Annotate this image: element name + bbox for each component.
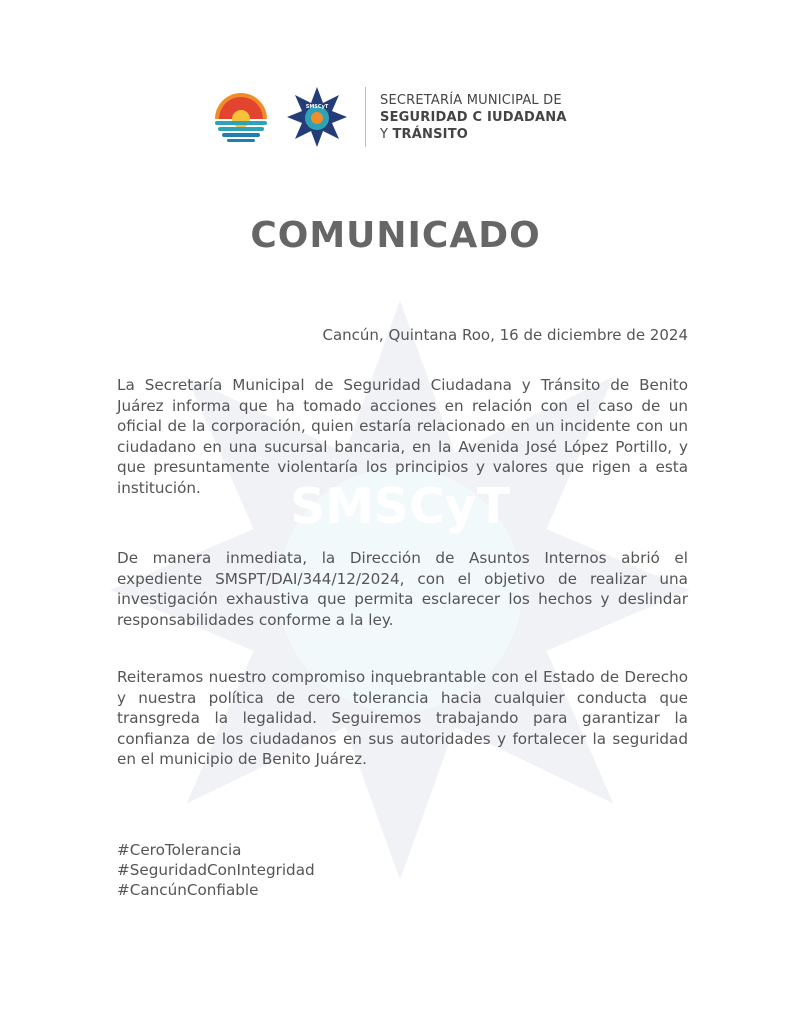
paragraph-3: Reiteramos nuestro compromiso inquebrantable con el Estado de Derecho y nuestra política de cero tolerancia hacia cualquier conducta que transgreda la legalidad. Seguiremos trabajando para garantizar la confianza de los ciudadanos en sus autoridades y fortalecer la seguridad en el municipio de Benito Juárez. [117, 668, 688, 768]
letterhead [209, 84, 567, 150]
org-line-1: SECRETARÍA MUNICIPAL DE [380, 92, 562, 108]
header-divider [365, 87, 366, 147]
police-badge-icon [285, 85, 349, 149]
date-line: Cancún, Quintana Roo, 16 de diciembre de 2024 [322, 326, 688, 344]
hashtag: #SeguridadConIntegridad [117, 861, 315, 879]
hashtag: #CeroTolerancia [117, 841, 242, 859]
watermark-text: SMSCyT [290, 477, 510, 535]
hashtag: #CancúnConfiable [117, 881, 259, 899]
document-title: COMUNICADO [250, 215, 541, 256]
org-line-2: SEGURIDAD C IUDADANA [380, 109, 567, 125]
cancun-logo-icon [209, 85, 273, 149]
hashtag-list [117, 840, 315, 900]
paragraph-1: La Secretaría Municipal de Seguridad Ciudadana y Tránsito de Benito Juárez informa que ha tomado acciones en relación con el caso de un oficial de la corporación, quien estaría relacionado en un incidente con un ciudadano en una sucursal bancaria, en la Avenida José López Portillo, y que presuntamente violentaría los principios y valores que rigen a esta institución. [117, 376, 688, 497]
org-line-3-bold: TRÁNSITO [392, 126, 469, 142]
org-line-3-prefix: Y [380, 126, 393, 142]
badge-text: SMSCyT [305, 104, 329, 110]
paragraph-2: De manera inmediata, la Dirección de Asuntos Internos abrió el expediente SMSPT/DAI/344/12/2024, con el objetivo de realizar una investigación exhaustiva que permita esclarecer los hechos y deslindar responsabilidades conforme a la ley. [117, 549, 688, 629]
organization-name [380, 92, 567, 143]
